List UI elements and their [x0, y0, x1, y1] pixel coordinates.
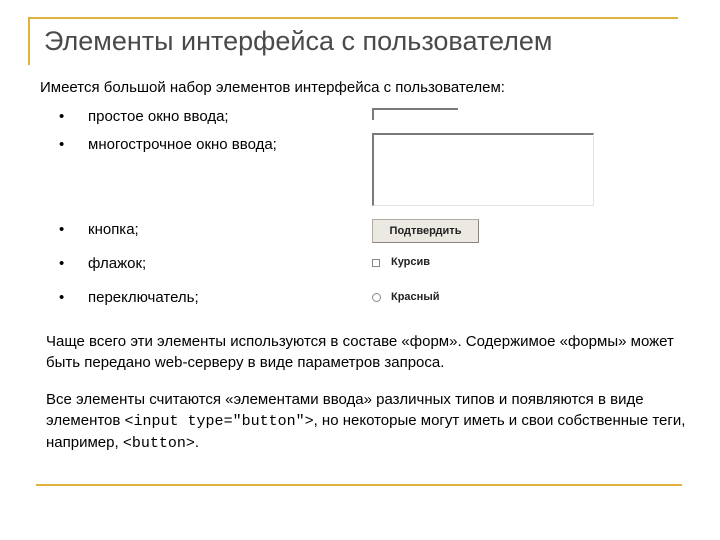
sample-radio-button[interactable]: [372, 293, 381, 302]
sample-confirm-button[interactable]: Подтвердить: [372, 219, 479, 243]
bullet-marker: •: [59, 108, 65, 125]
list-item-text-input: простое окно ввода;: [88, 108, 229, 125]
list-item-button: кнопка;: [88, 221, 139, 238]
bullet-marker: •: [59, 136, 65, 153]
code-input-button: <input type="button">: [124, 413, 314, 430]
sample-textarea[interactable]: [372, 133, 594, 206]
paragraph-input-elements: [46, 389, 686, 454]
slide-title: Элементы интерфейса с пользователем: [44, 26, 553, 56]
sample-text-input[interactable]: [372, 108, 458, 120]
paragraph2-text-1: Все элементы считаются «элементами ввода» различных типов и появляются в виде элементов: [46, 391, 644, 429]
bullet-marker: •: [59, 221, 65, 238]
frame-left-line: [28, 17, 30, 65]
checkbox-label: Курсив: [391, 256, 431, 268]
frame-top-line: [28, 17, 678, 19]
bullet-marker: •: [59, 289, 65, 306]
sample-checkbox[interactable]: [372, 259, 380, 267]
code-button-tag: <button>: [122, 435, 195, 452]
list-item-checkbox: флажок;: [88, 255, 147, 272]
radio-label: Красный: [391, 291, 440, 303]
intro-text: Имеется большой набор элементов интерфейса с пользователем:: [40, 79, 505, 96]
frame-bottom-line: [36, 484, 682, 486]
paragraph2-text-3: .: [194, 434, 199, 451]
list-item-textarea: многострочное окно ввода;: [88, 136, 277, 153]
list-item-radio: переключатель;: [88, 289, 199, 306]
paragraph-forms: Чаще всего эти элементы используются в составе «форм». Содержимое «формы» может быть передано web-серверу в виде параметров запроса.: [46, 333, 674, 371]
bullet-marker: •: [59, 255, 65, 272]
paragraph2-text-2: , но некоторые могут иметь и свои собственные теги, например,: [46, 412, 686, 451]
